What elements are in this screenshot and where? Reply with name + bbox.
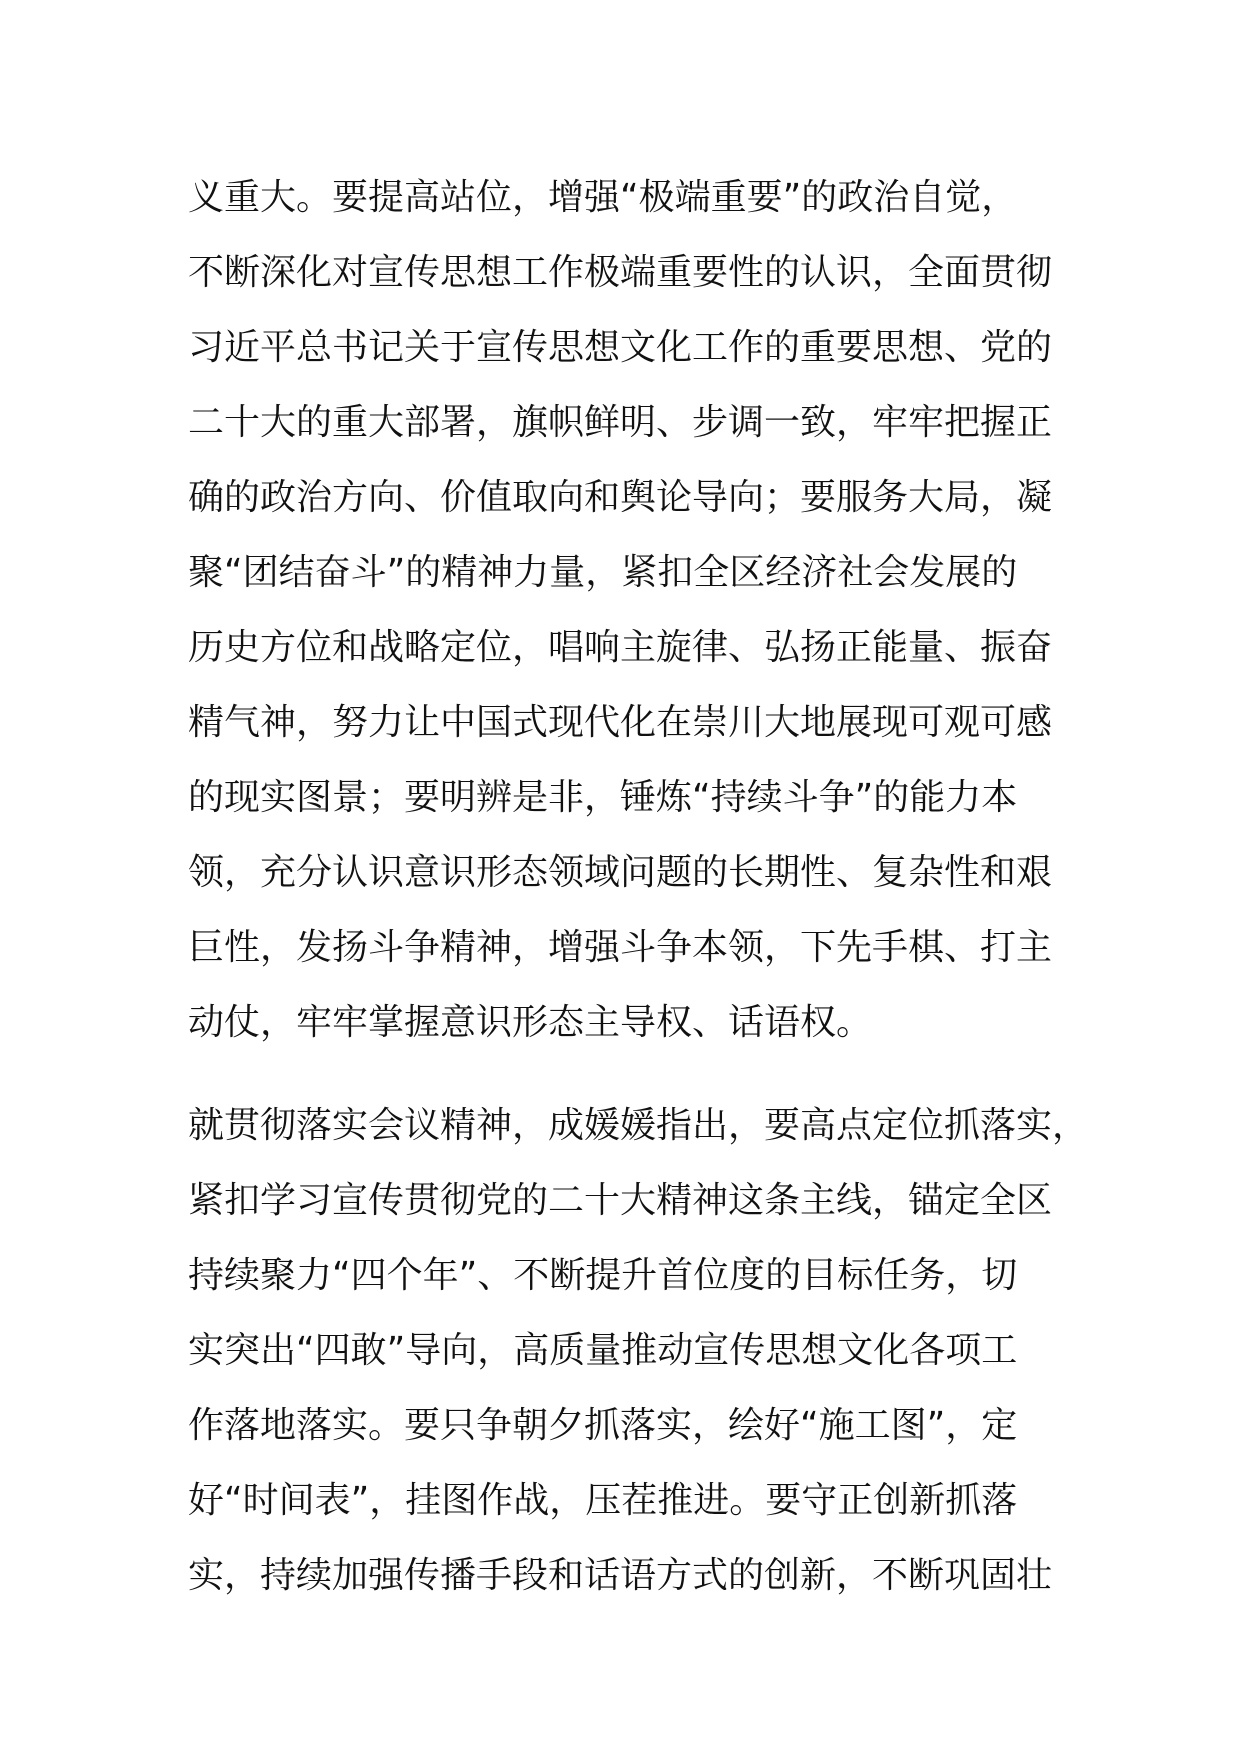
- text-line: 持续聚力“四个年”、不断提升首位度的目标任务，切: [188, 1255, 1018, 1296]
- text-line: 紧扣学习宣传贯彻党的二十大精神这条主线，锚定全区: [188, 1180, 1053, 1221]
- text-line: 好“时间表”，挂图作战，压茬推进。要守正创新抓落: [188, 1480, 1018, 1521]
- text-line: 领，充分认识意识形态领域问题的长期性、复杂性和艰: [188, 852, 1053, 893]
- text-line: 实突出“四敢”导向，高质量推动宣传思想文化各项工: [188, 1330, 1018, 1371]
- text-line: 作落地落实。要只争朝夕抓落实，绘好“施工图”，定: [188, 1405, 1018, 1446]
- text-line: 就贯彻落实会议精神，成媛媛指出，要高点定位抓落实，: [188, 1105, 1089, 1146]
- text-line: 动仗，牢牢掌握意识形态主导权、话语权。: [188, 1002, 873, 1043]
- text-line: 义重大。要提高站位，增强“极端重要”的政治自觉，: [188, 177, 1018, 218]
- text-line: 的现实图景；要明辨是非，锤炼“持续斗争”的能力本: [188, 777, 1018, 818]
- paragraph-2: [188, 1088, 1088, 1613]
- text-line: 巨性，发扬斗争精神，增强斗争本领，下先手棋、打主: [188, 927, 1053, 968]
- text-line: 二十大的重大部署，旗帜鲜明、步调一致，牢牢把握正: [188, 402, 1053, 443]
- text-line: 确的政治方向、价值取向和舆论导向；要服务大局，凝: [188, 477, 1053, 518]
- paragraph-1: [188, 160, 1088, 1060]
- text-line: 习近平总书记关于宣传思想文化工作的重要思想、党的: [188, 327, 1053, 368]
- text-line: 历史方位和战略定位，唱响主旋律、弘扬正能量、振奋: [188, 627, 1053, 668]
- text-line: 实，持续加强传播手段和话语方式的创新，不断巩固壮: [188, 1555, 1053, 1596]
- text-line: 聚“团结奋斗”的精神力量，紧扣全区经济社会发展的: [188, 552, 1018, 593]
- text-line: 不断深化对宣传思想工作极端重要性的认识，全面贯彻: [188, 252, 1053, 293]
- text-line: 精气神，努力让中国式现代化在崇川大地展现可观可感: [188, 702, 1053, 743]
